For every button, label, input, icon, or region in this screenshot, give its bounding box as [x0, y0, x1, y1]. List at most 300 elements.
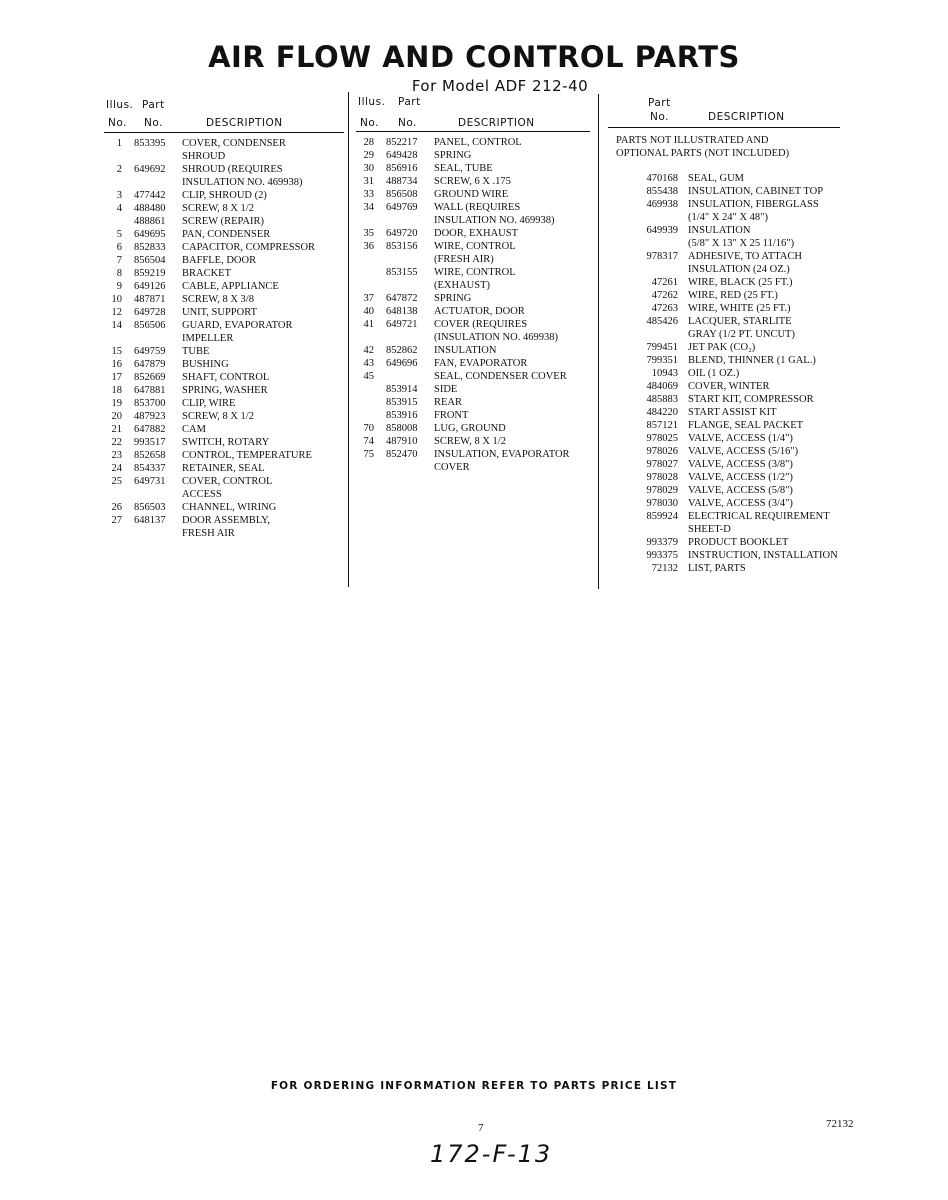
part-description: FRONT [434, 410, 469, 421]
illus-number: 2 [116, 164, 122, 175]
part-number: 649126 [134, 281, 166, 292]
parts-row [362, 240, 598, 253]
part-number: 853156 [386, 241, 418, 252]
parts-row [636, 276, 936, 289]
part-number: 799451 [646, 342, 678, 353]
left-header-rule [104, 132, 344, 133]
parts-row [110, 254, 345, 267]
part-number: 852217 [386, 137, 418, 148]
parts-row [110, 514, 345, 527]
illus-number: 36 [363, 241, 374, 252]
illus-number: 42 [363, 345, 374, 356]
parts-row [110, 462, 345, 475]
part-description: PANEL, CONTROL [434, 137, 522, 148]
description-label: DESCRIPTION [206, 117, 283, 129]
parts-row [110, 228, 345, 241]
part-number: 649692 [134, 164, 166, 175]
parts-row [362, 305, 598, 318]
part-description: (FRESH AIR) [434, 254, 494, 265]
part-no-label: No. [398, 117, 417, 129]
parts-row [110, 488, 345, 501]
parts-row [362, 331, 598, 344]
part-description: INSULATION [688, 225, 751, 236]
part-no-label: No. [144, 117, 163, 129]
illus-number: 41 [363, 319, 374, 330]
part-description: SCREW, 8 X 1/2 [434, 436, 506, 447]
part-description: GROUND WIRE [434, 189, 509, 200]
part-description: VALVE, ACCESS (1/2") [688, 472, 793, 483]
parts-row [110, 306, 345, 319]
parts-row [636, 536, 936, 549]
part-description: FLANGE, SEAL PACKET [688, 420, 804, 431]
parts-row [636, 289, 936, 302]
illus-number: 16 [111, 359, 122, 370]
parts-row [110, 436, 345, 449]
part-number: 852658 [134, 450, 166, 461]
illus-number: 24 [111, 463, 122, 474]
illus-number: 75 [363, 449, 374, 460]
page-number: 7 [478, 1122, 484, 1134]
part-number: 649720 [386, 228, 418, 239]
part-description: INSULATION NO. 469938) [434, 215, 555, 226]
parts-row [636, 432, 936, 445]
parts-row [362, 266, 598, 279]
parts-row [636, 471, 936, 484]
part-description: PRODUCT BOOKLET [688, 537, 789, 548]
parts-row [636, 419, 936, 432]
part-description: ADHESIVE, TO ATTACH [688, 251, 802, 262]
parts-row [110, 319, 345, 332]
parts-row [362, 422, 598, 435]
part-number: 853395 [134, 138, 166, 149]
ordering-note: FOR ORDERING INFORMATION REFER TO PARTS PRICE LIST [270, 1080, 678, 1092]
parts-row [636, 302, 936, 315]
illus-number: 74 [363, 436, 374, 447]
note-line-2: OPTIONAL PARTS (NOT INCLUDED) [616, 148, 790, 159]
parts-row [110, 410, 345, 423]
description-label: DESCRIPTION [458, 117, 535, 129]
parts-row [110, 293, 345, 306]
part-number: 647879 [134, 359, 166, 370]
parts-row [362, 162, 598, 175]
illus-number: 30 [363, 163, 374, 174]
part-number: 854337 [134, 463, 166, 474]
part-number: 649731 [134, 476, 166, 487]
part-description: REAR [434, 397, 463, 408]
part-label: Part [398, 96, 421, 108]
illus-number: 21 [111, 424, 122, 435]
part-number: 853915 [386, 397, 418, 408]
illus-number: 15 [111, 346, 122, 357]
part-description: DOOR ASSEMBLY, [182, 515, 271, 526]
part-description: IMPELLER [182, 333, 234, 344]
illus-number: 10 [111, 294, 122, 305]
document-code: 72132 [826, 1118, 854, 1130]
part-description: INSULATION, FIBERGLASS [688, 199, 819, 210]
part-description: START ASSIST KIT [688, 407, 777, 418]
part-number: 647881 [134, 385, 166, 396]
parts-row [362, 461, 598, 474]
illus-number: 14 [111, 320, 122, 331]
page-subtitle: For Model ADF 212-40 [411, 77, 589, 95]
part-number: 857121 [646, 420, 678, 431]
parts-row [362, 409, 598, 422]
part-number: 853914 [386, 384, 418, 395]
part-description: (1/4" X 24" X 48") [688, 212, 768, 223]
parts-row [362, 396, 598, 409]
parts-row [110, 267, 345, 280]
part-description: SCREW, 8 X 3/8 [182, 294, 254, 305]
part-number: 487871 [134, 294, 166, 305]
illus-number: 3 [116, 190, 122, 201]
parts-row [110, 423, 345, 436]
part-number: 10943 [651, 368, 678, 379]
parts-row [636, 224, 936, 237]
parts-row [636, 172, 936, 185]
part-description: SCREW (REPAIR) [182, 216, 264, 227]
part-number: 648138 [386, 306, 418, 317]
part-description: WIRE, RED (25 FT.) [688, 290, 778, 301]
illus-number: 19 [111, 398, 122, 409]
part-description: GRAY (1/2 PT. UNCUT) [688, 329, 795, 340]
illus-number: 17 [111, 372, 122, 383]
column-divider-right [598, 94, 599, 589]
illus-number: 35 [363, 228, 374, 239]
part-description: SEAL, CONDENSER COVER [434, 371, 567, 382]
parts-row [636, 484, 936, 497]
part-number: 853916 [386, 410, 418, 421]
part-number: 647882 [134, 424, 166, 435]
part-number: 993379 [646, 537, 678, 548]
parts-row [110, 280, 345, 293]
illus-no-label: No. [360, 117, 379, 129]
part-number: 978028 [646, 472, 678, 483]
parts-row [362, 357, 598, 370]
part-description: BLEND, THINNER (1 GAL.) [688, 355, 816, 366]
parts-row [636, 510, 936, 523]
parts-row [636, 523, 936, 536]
parts-row [636, 380, 936, 393]
parts-row [636, 497, 936, 510]
parts-row [110, 397, 345, 410]
part-description: LUG, GROUND [434, 423, 506, 434]
part-no-label: No. [650, 111, 669, 123]
part-number: 859924 [646, 511, 678, 522]
part-description: INSULATION (24 OZ.) [688, 264, 790, 275]
part-number: 47263 [651, 303, 678, 314]
illus-label: Illus. [106, 99, 134, 111]
part-description: ELECTRICAL REQUIREMENT [688, 511, 830, 522]
part-number: 852470 [386, 449, 418, 460]
parts-row [110, 202, 345, 215]
parts-row [636, 250, 936, 263]
part-description: SEAL, TUBE [434, 163, 493, 174]
illus-number: 7 [116, 255, 122, 266]
parts-row [110, 332, 345, 345]
parts-row [362, 136, 598, 149]
part-number: 649696 [386, 358, 418, 369]
illus-number: 8 [116, 268, 122, 279]
parts-row [362, 370, 598, 383]
part-number: 470168 [646, 173, 678, 184]
illus-number: 40 [363, 306, 374, 317]
part-number: 852833 [134, 242, 166, 253]
part-description: CAM [182, 424, 206, 435]
parts-row [636, 354, 936, 367]
part-description: INSULATION NO. 469938) [182, 177, 303, 188]
parts-row [110, 527, 345, 540]
part-number: 485426 [646, 316, 678, 327]
part-description: VALVE, ACCESS (3/4") [688, 498, 793, 509]
illus-number: 26 [111, 502, 122, 513]
part-number: 649721 [386, 319, 418, 330]
part-number: 649695 [134, 229, 166, 240]
parts-row [362, 448, 598, 461]
part-number: 978027 [646, 459, 678, 470]
note-line-1: PARTS NOT ILLUSTRATED AND [616, 135, 769, 146]
part-number: 72132 [651, 563, 678, 574]
part-number: 853700 [134, 398, 166, 409]
part-description: SPRING [434, 150, 472, 161]
part-description: FRESH AIR [182, 528, 235, 539]
part-number: 648137 [134, 515, 166, 526]
illus-number: 31 [363, 176, 374, 187]
part-description: COVER (REQUIRES [434, 319, 528, 330]
parts-row [110, 150, 345, 163]
part-description: COVER, WINTER [688, 381, 770, 392]
parts-row [362, 201, 598, 214]
parts-row [636, 562, 936, 575]
parts-row [110, 241, 345, 254]
part-number: 487923 [134, 411, 166, 422]
parts-row [362, 175, 598, 188]
part-number: 856503 [134, 502, 166, 513]
part-description: WALL (REQUIRES [434, 202, 521, 213]
part-number: 978025 [646, 433, 678, 444]
parts-row [110, 371, 345, 384]
part-description: SCREW, 8 X 1/2 [182, 203, 254, 214]
part-number: 856506 [134, 320, 166, 331]
part-description: UNIT, SUPPORT [182, 307, 258, 318]
illus-no-label: No. [108, 117, 127, 129]
part-description: CHANNEL, WIRING [182, 502, 277, 513]
part-number: 978029 [646, 485, 678, 496]
part-number: 978317 [646, 251, 678, 262]
illus-number: 18 [111, 385, 122, 396]
parts-row [636, 328, 936, 341]
part-description: SCREW, 8 X 1/2 [182, 411, 254, 422]
part-description: (INSULATION NO. 469938) [434, 332, 558, 343]
part-description: INSULATION, EVAPORATOR [434, 449, 570, 460]
parts-row [362, 279, 598, 292]
parts-row [636, 406, 936, 419]
part-description: START KIT, COMPRESSOR [688, 394, 814, 405]
part-description: ACTUATOR, DOOR [434, 306, 525, 317]
part-description: VALVE, ACCESS (5/16") [688, 446, 799, 457]
part-description: OIL (1 OZ.) [688, 368, 740, 379]
part-description: RETAINER, SEAL [182, 463, 265, 474]
left-parts-list [110, 137, 345, 540]
part-description: PAN, CONDENSER [182, 229, 271, 240]
part-number: 856916 [386, 163, 418, 174]
part-description: SEAL, GUM [688, 173, 745, 184]
illus-number: 33 [363, 189, 374, 200]
parts-row [110, 163, 345, 176]
parts-row [110, 137, 345, 150]
part-number: 852669 [134, 372, 166, 383]
parts-row [362, 149, 598, 162]
part-number: 47262 [651, 290, 678, 301]
part-number: 859219 [134, 268, 166, 279]
parts-row [110, 475, 345, 488]
middle-parts-list [362, 136, 598, 474]
right-parts-list [636, 172, 936, 575]
part-number: 799351 [646, 355, 678, 366]
parts-row [636, 185, 936, 198]
illus-number: 1 [116, 138, 122, 149]
part-number: 649769 [386, 202, 418, 213]
parts-row [362, 344, 598, 357]
parts-row [110, 176, 345, 189]
illus-number: 37 [363, 293, 374, 304]
illus-number: 25 [111, 476, 122, 487]
part-description: CLIP, WIRE [182, 398, 236, 409]
part-description: VALVE, ACCESS (1/4") [688, 433, 793, 444]
part-description: COVER, CONTROL [182, 476, 273, 487]
parts-row [362, 383, 598, 396]
part-description: WIRE, BLACK (25 FT.) [688, 277, 793, 288]
illus-number: 29 [363, 150, 374, 161]
part-number: 978026 [646, 446, 678, 457]
part-description: SPRING [434, 293, 472, 304]
part-description: COVER, CONDENSER [182, 138, 286, 149]
parts-row [636, 263, 936, 276]
parts-row [636, 393, 936, 406]
illus-number: 9 [116, 281, 122, 292]
illus-number: 6 [116, 242, 122, 253]
part-number: 993517 [134, 437, 166, 448]
illus-number: 43 [363, 358, 374, 369]
parts-row [636, 315, 936, 328]
part-description: BRACKET [182, 268, 232, 279]
part-description: SHROUD [182, 151, 226, 162]
part-description: SHAFT, CONTROL [182, 372, 270, 383]
part-number: 649428 [386, 150, 418, 161]
parts-row [636, 341, 936, 354]
part-description: SCREW, 6 X .175 [434, 176, 511, 187]
page-title: AIR FLOW AND CONTROL PARTS [208, 40, 740, 74]
parts-row [362, 435, 598, 448]
part-number: 993375 [646, 550, 678, 561]
part-description: SIDE [434, 384, 458, 395]
parts-row [362, 188, 598, 201]
part-number: 488480 [134, 203, 166, 214]
column-divider-left [348, 92, 349, 587]
parts-row [636, 367, 936, 380]
part-description: BAFFLE, DOOR [182, 255, 257, 266]
illus-number: 27 [111, 515, 122, 526]
part-number: 477442 [134, 190, 166, 201]
illus-number: 34 [363, 202, 374, 213]
part-description: INSULATION, CABINET TOP [688, 186, 824, 197]
parts-row [110, 501, 345, 514]
illus-number: 22 [111, 437, 122, 448]
parts-row [362, 214, 598, 227]
part-number: 647872 [386, 293, 418, 304]
part-description: SHEET-D [688, 524, 731, 535]
part-description: ACCESS [182, 489, 222, 500]
parts-row [636, 458, 936, 471]
illus-number: 12 [111, 307, 122, 318]
part-description: CONTROL, TEMPERATURE [182, 450, 312, 461]
not-illustrated-note [616, 134, 789, 160]
illus-label: Illus. [358, 96, 386, 108]
illus-number: 5 [116, 229, 122, 240]
part-description: BUSHING [182, 359, 229, 370]
part-description: CAPACITOR, COMPRESSOR [182, 242, 316, 253]
illus-number: 4 [116, 203, 122, 214]
middle-header-rule [356, 131, 590, 132]
part-description: SHROUD (REQUIRES [182, 164, 283, 175]
part-description: FAN, EVAPORATOR [434, 358, 528, 369]
parts-row [636, 445, 936, 458]
parts-row [636, 237, 936, 250]
parts-row [110, 384, 345, 397]
part-number: 469938 [646, 199, 678, 210]
parts-row [110, 215, 345, 228]
part-description: JET PAK (CO₂) [688, 342, 756, 353]
parts-row [110, 449, 345, 462]
parts-row [636, 211, 936, 224]
part-number: 649939 [646, 225, 678, 236]
part-number: 484220 [646, 407, 678, 418]
description-label: DESCRIPTION [708, 111, 785, 123]
part-description: WIRE, CONTROL [434, 241, 516, 252]
part-label: Part [648, 97, 671, 109]
illus-number: 28 [363, 137, 374, 148]
part-description: (5/8" X 13" X 25 11/16") [688, 238, 795, 249]
illus-number: 23 [111, 450, 122, 461]
part-number: 649759 [134, 346, 166, 357]
part-number: 858008 [386, 423, 418, 434]
part-number: 855438 [646, 186, 678, 197]
part-description: DOOR, EXHAUST [434, 228, 518, 239]
part-number: 649728 [134, 307, 166, 318]
part-number: 47261 [651, 277, 678, 288]
part-number: 488734 [386, 176, 418, 187]
part-description: CABLE, APPLIANCE [182, 281, 279, 292]
part-number: 484069 [646, 381, 678, 392]
part-description: WIRE, CONTROL [434, 267, 516, 278]
illus-number: 45 [363, 371, 374, 382]
part-description: WIRE, WHITE (25 FT.) [688, 303, 791, 314]
part-description: (EXHAUST) [434, 280, 490, 291]
part-number: 856504 [134, 255, 166, 266]
part-number: 856508 [386, 189, 418, 200]
part-number: 487910 [386, 436, 418, 447]
part-number: 485883 [646, 394, 678, 405]
part-description: COVER [434, 462, 470, 473]
part-description: GUARD, EVAPORATOR [182, 320, 293, 331]
part-description: CLIP, SHROUD (2) [182, 190, 267, 201]
part-description: SWITCH, ROTARY [182, 437, 270, 448]
part-description: LIST, PARTS [688, 563, 746, 574]
parts-row [110, 189, 345, 202]
part-number: 853155 [386, 267, 418, 278]
part-number: 852862 [386, 345, 418, 356]
part-description: INSULATION [434, 345, 497, 356]
parts-row [362, 292, 598, 305]
